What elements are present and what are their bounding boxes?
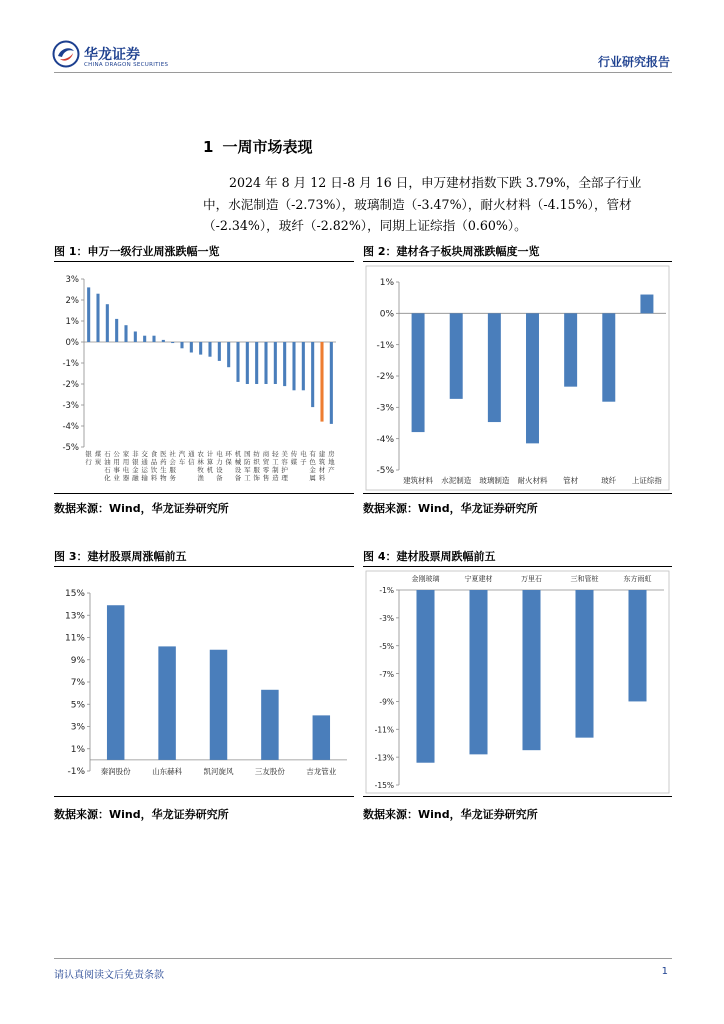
figure-3-bottom-rule [54,796,354,797]
y-tick-label: 2% [65,296,79,307]
category-label: 生 [160,466,167,474]
y-tick-label: 7% [70,678,85,689]
y-tick-label: -15% [374,781,394,791]
page-number: 1 [661,966,668,977]
summary-paragraph [203,172,675,237]
y-tick-label: -7% [379,669,394,679]
category-label: 耐火材料 [517,476,548,485]
y-tick-label: -3% [376,403,394,414]
category-label: 牧 [197,466,204,474]
category-label: 服 [169,466,176,474]
figure-3-top-rule [54,566,354,567]
bar [107,605,124,760]
bar [488,313,501,422]
y-tick-label: 1% [65,317,79,328]
bar [302,342,305,390]
category-label: 玻纤 [601,476,617,485]
category-label: 会 [169,458,176,466]
bar [313,715,330,760]
category-label: 工 [272,458,279,466]
category-label: 煤 [94,450,102,458]
y-tick-label: -3% [62,401,79,412]
category-label: 制 [272,466,279,474]
category-label: 通 [141,458,148,466]
bar [416,590,434,763]
category-label: 护 [281,466,288,474]
bar [274,342,277,384]
category-label: 信 [188,458,195,466]
bar [124,325,127,342]
category-label: 水泥制造 [441,476,472,485]
category-label: 用 [122,458,130,466]
y-tick-label: 5% [70,700,85,711]
section-title [203,136,312,157]
category-label: 三和管桩 [570,575,599,583]
category-label: 容 [281,458,288,466]
category-label: 备 [216,474,223,482]
category-label: 纺 [253,450,260,458]
y-tick-label: -1% [376,340,394,351]
category-label: 电 [122,466,130,474]
category-label: 计 [206,450,214,458]
figure-4-title: 图 4：建材股票周跌幅前五 [363,550,496,563]
category-label: 银 [85,450,92,458]
category-label: 机 [234,450,242,458]
category-label: 国 [244,450,251,458]
category-label: 料 [150,474,158,482]
category-label: 油 [104,458,111,466]
category-label: 材 [318,466,326,474]
footer-disclaimer: 请认真阅读文后免责条款 [54,970,164,981]
company-name: 华龙证券 [84,47,140,63]
category-label: 商 [262,450,270,458]
y-tick-label: -3% [379,614,394,624]
bar [264,342,267,384]
paragraph-line: （-2.34%），玻纤（-2.82%），同期上证综指（0.60%）。 [203,218,527,233]
bar [199,342,202,355]
y-tick-label: 1% [379,278,394,289]
category-label: 售 [262,474,270,482]
category-label: 力 [216,458,223,466]
bar [158,646,175,759]
bar [292,342,295,390]
category-label: 食 [150,450,158,458]
category-label: 融 [132,474,139,482]
category-label: 子 [300,458,307,466]
category-label: 渔 [197,474,204,482]
y-tick-label: -1% [379,586,394,596]
category-label: 玻璃制造 [479,476,510,485]
y-tick-label: -2% [376,372,394,383]
bar [246,342,249,384]
y-tick-label: -5% [379,641,394,651]
category-label: 美 [281,450,288,458]
category-label: 服 [253,466,260,474]
bar [218,342,221,361]
figure-3-chart [54,568,354,796]
chart-frame [366,571,669,793]
category-label: 炭 [94,458,102,466]
y-tick-label: 11% [64,633,85,644]
y-tick-label: -5% [376,466,394,477]
category-label: 品 [150,458,158,466]
category-label: 社 [169,450,176,458]
category-label: 设 [216,466,223,474]
category-label: 通 [188,450,195,458]
category-label: 药 [160,458,167,466]
bar [575,590,593,738]
figure-2-title: 图 2：建材各子板块周涨跌幅度一览 [363,245,540,258]
category-label: 电 [216,450,223,458]
figure-4-bottom-rule [363,796,672,797]
y-tick-label: 0% [379,309,394,320]
category-label: 车 [178,458,186,466]
category-label: 业 [113,474,120,482]
category-label: 万里石 [521,575,542,583]
y-tick-label: -9% [379,697,394,707]
y-tick-label: 3% [70,722,85,733]
figure-2-source: 数据来源：Wind，华龙证券研究所 [363,502,538,515]
bar [236,342,239,382]
category-label: 产 [328,466,335,474]
category-label: 医 [160,450,167,458]
figure-1-chart [54,263,354,493]
category-label: 事 [113,466,120,474]
category-label: 东方雨虹 [623,575,652,583]
section-title-text: 一周市场表现 [222,138,313,156]
section-number: 1 [203,138,214,156]
y-tick-label: 0% [65,338,79,349]
y-tick-label: -2% [62,380,79,391]
y-tick-label: 3% [65,275,79,286]
figure-3-source: 数据来源：Wind，华龙证券研究所 [54,808,229,821]
category-label: 贸 [262,458,270,466]
bar [602,313,615,401]
bar [115,319,118,342]
category-label: 理 [281,474,288,482]
category-label: 物 [160,474,167,482]
bar [522,590,540,750]
category-label: 工 [244,474,251,482]
bar [208,342,211,357]
category-label: 媒 [290,458,298,466]
category-label: 石 [104,466,111,474]
category-label: 设 [234,466,242,474]
y-tick-label: 1% [70,744,85,755]
bar [564,313,577,386]
y-tick-label: -11% [374,725,394,735]
category-label: 输 [141,474,148,482]
bar [96,294,99,342]
y-tick-label: 9% [70,655,85,666]
bar [412,313,425,432]
category-label: 织 [253,458,260,466]
category-label: 建 [318,450,326,458]
category-label: 化 [104,474,111,482]
category-label: 属 [309,474,316,482]
paragraph-line: 中，水泥制造（-2.73%），玻璃制造（-3.47%），耐火材料（-4.15%），管材 [203,196,632,212]
category-label: 用 [113,458,120,466]
y-tick-label: -1% [67,767,85,778]
category-label: 公 [113,450,120,458]
category-label: 金刚玻璃 [411,575,440,583]
figure-4-source: 数据来源：Wind，华龙证券研究所 [363,808,538,821]
bar [171,342,174,343]
category-label: 交 [141,450,148,458]
y-tick-label: 13% [64,611,85,622]
category-label: 建筑材料 [403,476,434,485]
category-label: 秦润股份 [100,767,131,776]
bar [227,342,230,367]
category-label: 料 [318,474,326,482]
bar [190,342,193,353]
category-label: 上证综指 [631,476,662,485]
category-label: 传 [290,450,298,458]
category-label: 运 [141,466,148,474]
category-label: 三友股份 [254,767,285,776]
paragraph-line: 2024 年 8 月 12 日-8 月 16 日，申万建材指数下跌 3.79%，全部子行业 [229,175,642,190]
bar [311,342,314,407]
category-label: 军 [244,466,251,474]
category-label: 行 [85,458,92,466]
category-label: 吉龙管业 [306,767,337,776]
bar [283,342,286,386]
bar [106,304,109,342]
category-label: 凯河旋风 [203,767,234,776]
company-logo [52,40,80,68]
footer-divider [54,958,672,959]
figure-2-bottom-rule [363,493,672,494]
figure-1-bottom-rule [54,493,354,494]
category-label: 防 [244,458,251,466]
figure-2-top-rule [363,261,672,262]
category-label: 备 [234,474,242,482]
bar [152,336,155,342]
y-tick-label: -1% [62,359,79,370]
category-label: 务 [169,474,176,482]
category-label: 算 [206,458,214,466]
category-label: 保 [225,458,232,466]
bar [134,332,137,343]
category-label: 零 [262,466,270,474]
bar [162,340,165,342]
category-label: 山东赫科 [152,767,183,776]
y-tick-label: -4% [376,434,394,445]
y-tick-label: -13% [374,753,394,763]
category-label: 造 [272,474,279,482]
y-tick-label: -4% [62,422,79,433]
category-label: 电 [300,450,307,458]
category-label: 有 [309,450,316,458]
category-label: 机 [206,466,214,474]
category-label: 管材 [563,476,579,485]
dragon-logo-icon [52,40,80,68]
figure-2-chart [363,263,672,493]
category-label: 器 [122,474,130,482]
category-label: 银 [132,458,139,466]
category-label: 饮 [150,466,158,474]
bar [87,287,90,342]
figure-1-title: 图 1：申万一级行业周涨跌幅一览 [54,245,220,258]
y-tick-label: 15% [64,589,85,600]
category-label: 宁夏建材 [464,575,493,583]
figure-4-top-rule [363,566,672,567]
category-label: 林 [197,458,204,466]
chart-frame [366,266,669,490]
header-divider [54,72,672,73]
figure-3-title: 图 3：建材股票周涨幅前五 [54,550,187,563]
figure-1-top-rule [54,261,354,262]
category-label: 家 [122,450,130,458]
category-label: 饰 [253,474,260,482]
bar [210,650,227,760]
category-label: 械 [234,458,242,466]
bar [469,590,487,754]
figure-1-source: 数据来源：Wind，华龙证券研究所 [54,502,229,515]
category-label: 房 [328,450,335,458]
category-label: 金 [132,466,139,474]
category-label: 轻 [272,450,279,458]
report-type: 行业研究报告 [597,55,670,69]
category-label: 非 [132,450,139,458]
bar [143,336,146,342]
category-label: 汽 [178,450,186,458]
company-name-en: CHINA DRAGON SECURITIES [84,62,169,68]
category-label: 石 [104,450,111,458]
bar [261,690,278,760]
bar [450,313,463,399]
bar [330,342,333,424]
category-label: 筑 [318,458,326,466]
category-label: 金 [309,466,316,474]
category-label: 环 [225,450,232,458]
bar [320,342,323,422]
category-label: 农 [197,450,204,458]
bar [255,342,258,384]
category-label: 地 [328,458,335,466]
bar [640,295,653,314]
bar [180,342,183,348]
y-tick-label: -5% [62,443,79,454]
category-label: 色 [309,458,316,466]
figure-4-chart [363,568,672,796]
bar [628,590,646,701]
bar [526,313,539,443]
